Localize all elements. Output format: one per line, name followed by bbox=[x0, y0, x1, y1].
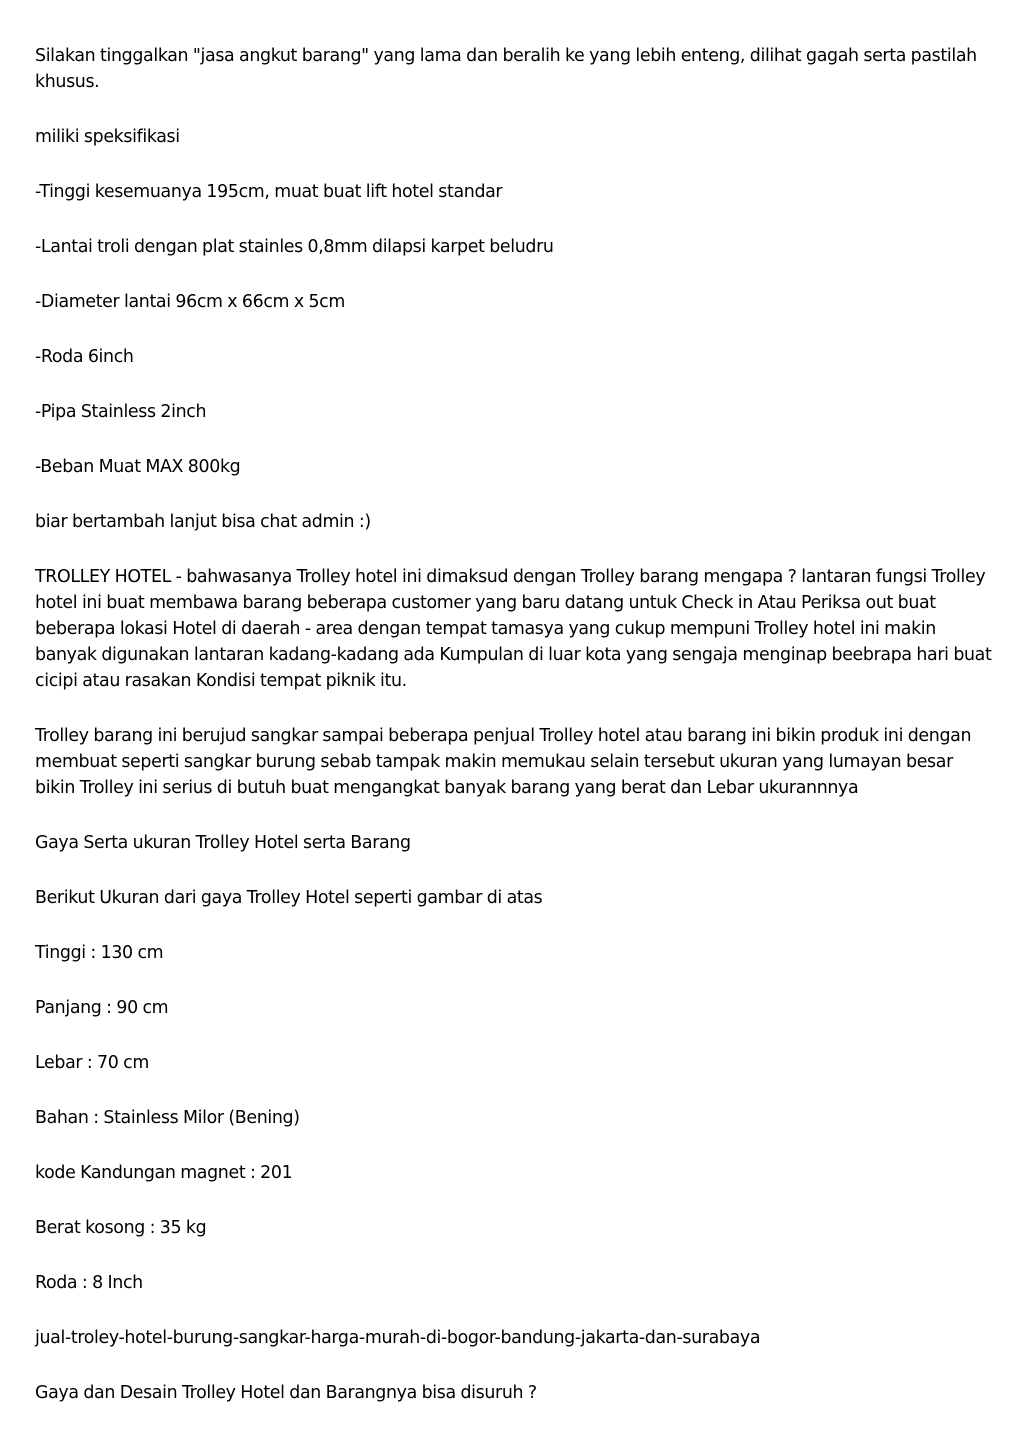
size-empty-weight: Berat kosong : 35 kg bbox=[35, 1218, 207, 1238]
size-length: Panjang : 90 cm bbox=[35, 998, 169, 1018]
closing-question: Gaya dan Desain Trolley Hotel dan Barangnya bisa disuruh ? bbox=[35, 1383, 537, 1403]
trolley-hotel-paragraph: TROLLEY HOTEL - bahwasanya Trolley hotel ini dimaksud dengan Trolley barang mengapa ? lantaran fungsi Trolley hotel ini buat membawa barang beberapa customer yang baru datang untuk Check in Atau Periksa out buat beberapa lokasi Hotel di daerah - area dengan tempat tamasya yang cukup mempuni Trolley hotel ini makin banyak digunakan lantaran kadang-kadang ada Kumpulan di luar kota yang sengaja menginap beebrapa hari buat cicipi atau rasakan Kondisi tempat piknik itu. bbox=[35, 567, 992, 691]
trolley-barang-paragraph: Trolley barang ini berujud sangkar sampai beberapa penjual Trolley hotel atau barang ini bikin produk ini dengan membuat seperti sangkar burung sebab tampak makin memukau selain tersebut ukuran yang lumayan besar bikin Trolley ini serius di butuh buat mengangkat banyak barang yang berat dan Lebar ukurannnya bbox=[35, 726, 972, 798]
size-material: Bahan : Stainless Milor (Bening) bbox=[35, 1108, 300, 1128]
slug-text: jual-troley-hotel-burung-sangkar-harga-murah-di-bogor-bandung-jakarta-dan-surabaya bbox=[35, 1328, 761, 1348]
intro-paragraph: Silakan tinggalkan "jasa angkut barang" yang lama dan beralih ke yang lebih enteng, dilihat gagah serta pastilah khusus. bbox=[35, 46, 977, 92]
spec-item-diameter: -Diameter lantai 96cm x 66cm x 5cm bbox=[35, 292, 345, 312]
size-intro: Berikut Ukuran dari gaya Trolley Hotel seperti gambar di atas bbox=[35, 888, 543, 908]
document-body bbox=[35, 43, 995, 1435]
spec-heading: miliki speksifikasi bbox=[35, 127, 180, 147]
size-wheel: Roda : 8 Inch bbox=[35, 1273, 143, 1293]
size-width: Lebar : 70 cm bbox=[35, 1053, 149, 1073]
spec-item-pipe: -Pipa Stainless 2inch bbox=[35, 402, 207, 422]
spec-item-load: -Beban Muat MAX 800kg bbox=[35, 457, 241, 477]
spec-item-height: -Tinggi kesemuanya 195cm, muat buat lift hotel standar bbox=[35, 182, 503, 202]
spec-item-wheel: -Roda 6inch bbox=[35, 347, 134, 367]
spec-item-floor: -Lantai troli dengan plat stainles 0,8mm dilapsi karpet beludru bbox=[35, 237, 554, 257]
size-height: Tinggi : 130 cm bbox=[35, 943, 164, 963]
contact-note: biar bertambah lanjut bisa chat admin :) bbox=[35, 512, 371, 532]
style-size-heading: Gaya Serta ukuran Trolley Hotel serta Barang bbox=[35, 833, 411, 853]
size-magnet-code: kode Kandungan magnet : 201 bbox=[35, 1163, 293, 1183]
